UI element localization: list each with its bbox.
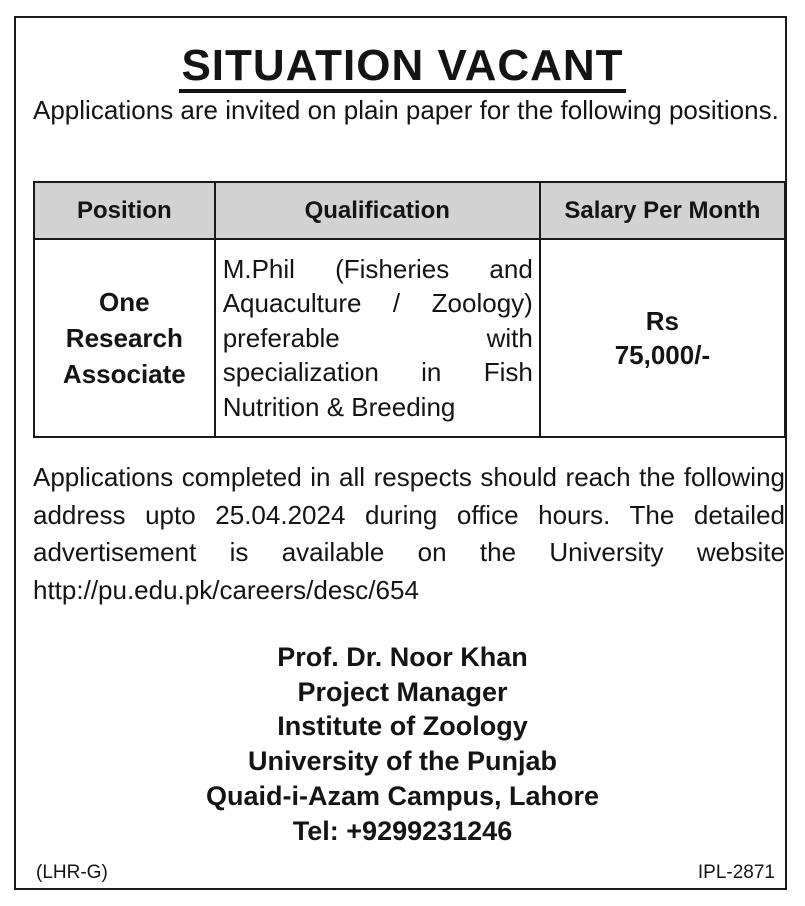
contact-designation: Project Manager — [297, 676, 508, 707]
salary-amount: 75,000/- — [614, 340, 711, 370]
footer-code-right: IPL-2871 — [697, 862, 775, 883]
page-title: SITUATION VACANT — [0, 40, 805, 93]
footer-code-left: (LHR-G) — [36, 862, 108, 883]
position-line: Research — [65, 323, 183, 353]
position-cell — [34, 239, 215, 437]
contact-university: University of the Punjab — [247, 746, 558, 777]
salary-cell — [540, 239, 785, 437]
contact-block — [0, 640, 805, 848]
position-line: Associate — [62, 359, 186, 389]
header-salary: Salary Per Month — [540, 182, 785, 239]
header-position: Position — [34, 182, 215, 239]
table-header-row — [34, 182, 785, 239]
contact-campus: Quaid-i-Azam Campus, Lahore — [205, 780, 600, 811]
salary-currency: Rs — [645, 306, 680, 336]
table-row — [34, 239, 785, 437]
intro-text: Applications are invited on plain paper for the following positions. — [33, 95, 779, 125]
contact-phone: Tel: +9299231246 — [292, 815, 513, 846]
header-qualification: Qualification — [215, 182, 540, 239]
qualification-cell: M.Phil (Fisheries and Aquaculture / Zoology) preferable with specialization in Fish Nutrition & Breeding — [215, 239, 540, 437]
contact-name: Prof. Dr. Noor Khan — [277, 642, 528, 672]
vacancy-table — [33, 181, 786, 438]
contact-institute: Institute of Zoology — [277, 711, 528, 742]
position-line: One — [99, 287, 150, 317]
instructions-text: Applications completed in all respects should reach the following address upto 25.04.2024 during office hours. The detailed advertisement is available on the University website http://pu.edu.pk/careers/desc/654 — [33, 462, 785, 605]
